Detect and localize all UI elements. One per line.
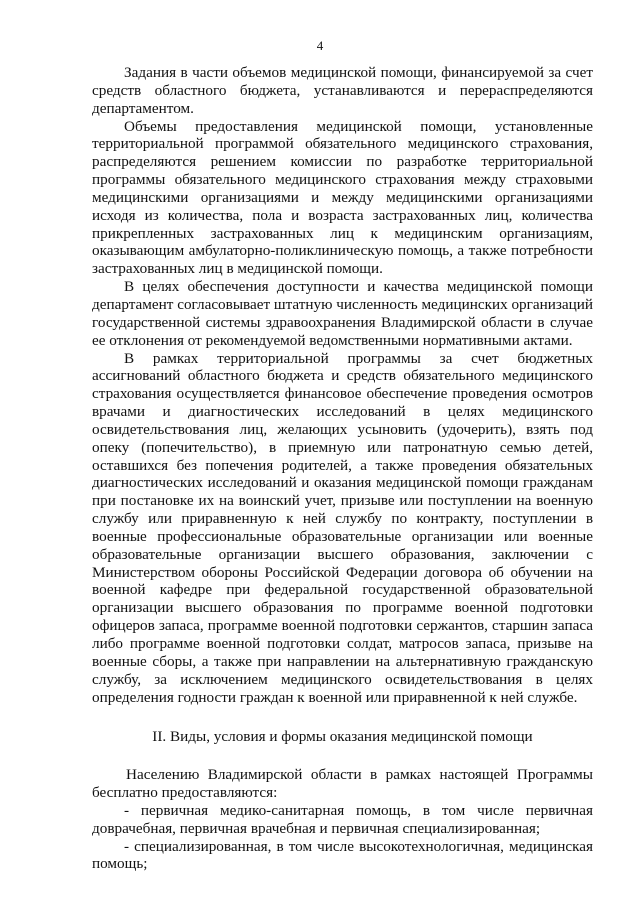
page-number: 4 (316, 38, 324, 53)
list-item-specialized-care: - специализированная, в том числе высокотехнологичная, медицинская помощь; (92, 837, 593, 873)
paragraph-financing: В рамках территориальной программы за счет бюджетных ассигнований областного бюджета и средств обязательного медицинского страхования осуществляется финансовое обеспечение проведения осмотров врачами и диагностических исследований в целях медицинского освидетельствования лиц, желающих усыновить (удочерить), взять под опеку (попечительство), в приемную или патронатную семью детей, оставшихся без попечения родителей, а также проведения обязательных диагностических исследований и оказания медицинской помощи гражданам при постановке их на воинский учет, призыве или поступлении на военную службу или приравненную к ней службу по контракту, поступлении в военные профессиональные образовательные организации или военные образовательные организации высшего образования, заключении с Министерством обороны Российской Федерации договора об обучении на военной кафедре при федеральной государственной образовательной организации высшего образования по программе военной подготовки офицеров запаса, программе военной подготовки сержантов, старшин запаса либо программе военной подготовки солдат, матросов запаса, призыве на военные сборы, а также при направлении на альтернативную гражданскую службу, за исключением медицинского освидетельствования в целях определения годности граждан к военной или приравненной к ней службе. (92, 349, 593, 706)
paragraph-volumes: Объемы предоставления медицинской помощи, установленные территориальной программой обязательного медицинского страхования, распределяются решением комиссии по разработке территориальной программы обязательного медицинского страхования между страховыми медицинскими организациями и между медицинскими организациями исходя из количества, пола и возраста застрахованных лиц, количества прикрепленных застрахованных лиц к медицинским организациям, оказывающим амбулаторно-поликлиническую помощь, а также потребности застрахованных лиц в медицинской помощи. (92, 117, 593, 278)
paragraph-assignments: Задания в части объемов медицинской помощи, финансируемой за счет средств областного бюджета, устанавливаются и перераспределяются департаментом. (92, 64, 593, 117)
document-body (92, 64, 593, 873)
section-heading: II. Виды, условия и формы оказания медицинской помощи (152, 728, 533, 746)
paragraph-population: Населению Владимирской области в рамках настоящей Программы бесплатно предоставляются: (92, 766, 593, 802)
list-item-primary-care: - первичная медико-санитарная помощь, в том числе первичная доврачебная, первичная врачебная и первичная специализированная; (92, 801, 593, 837)
paragraph-accessibility: В целях обеспечения доступности и качества медицинской помощи департамент согласовывает штатную численность медицинских организаций государственной системы здравоохранения Владимирской области в случае ее отклонения от рекомендуемой ведомственными нормативными актами. (92, 278, 594, 349)
